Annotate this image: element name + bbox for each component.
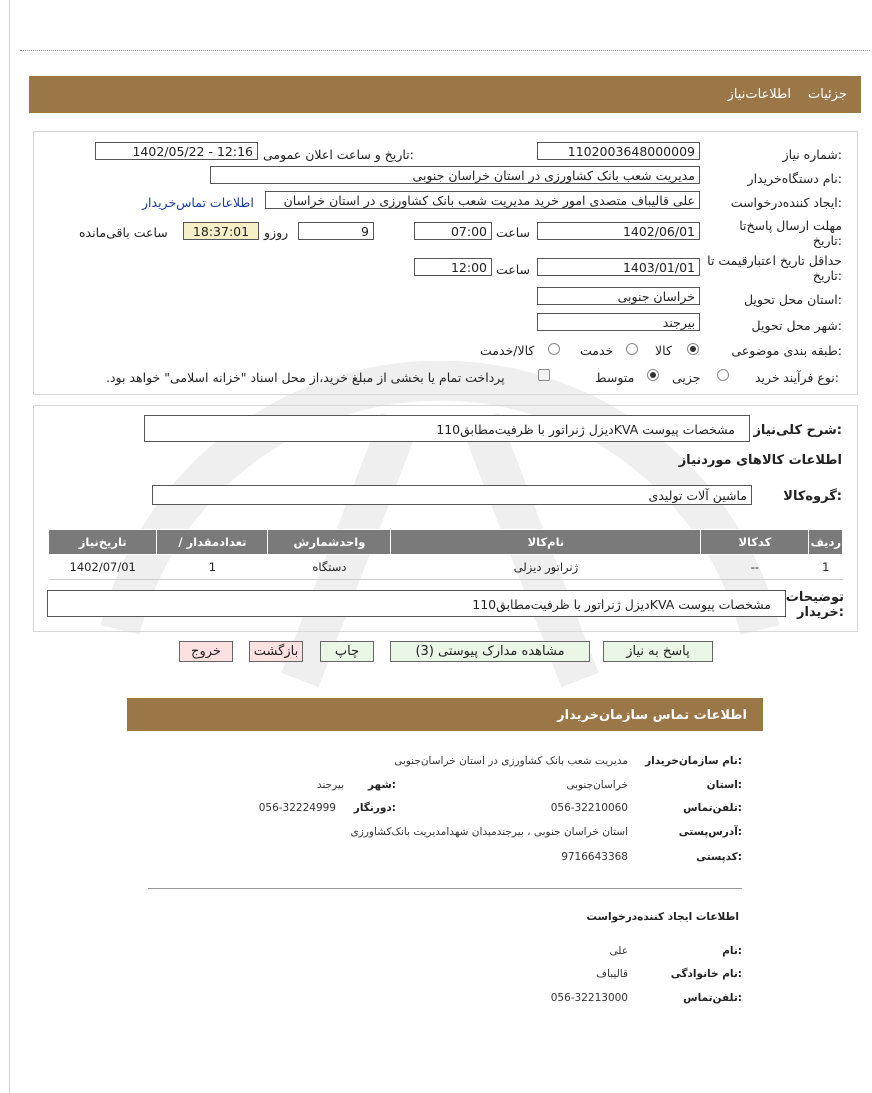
city-label: شهر محل تحویل: (751, 318, 842, 333)
required-goods-title: اطلاعات کالاهای موردنیاز (678, 453, 842, 468)
days-label: روز‌و (264, 225, 289, 240)
process-partial-radio[interactable] (717, 369, 729, 381)
province-label: استان محل تحویل: (743, 292, 842, 307)
category-service-radio[interactable] (626, 343, 638, 355)
contact-city-value: بیرجند (316, 779, 344, 791)
col-qty-header: تعدادمقدار / (157, 530, 268, 555)
cell-name: ژنراتور دیزلی (391, 555, 701, 580)
creator-family-value: قالیباف (596, 968, 628, 980)
contact-fax-label: دورنگار: (353, 802, 396, 814)
view-attachments-button[interactable]: مشاهده مدارک پیوستی (3) (390, 641, 590, 662)
contact-address-label: آدرس‌پستی: (678, 826, 742, 838)
col-row-header: ردیف (809, 530, 843, 555)
contact-fax-value: 056-32224999 (258, 802, 336, 814)
validity-time-field: 12:00 (414, 258, 492, 276)
province-field: خراسان جنوبی (537, 287, 700, 305)
category-service-label: خدمت (580, 343, 614, 358)
col-unit-header: واحدشمارش (268, 530, 391, 555)
cell-unit: دستگاه (268, 555, 391, 580)
need-number-label: شماره نیاز: (782, 147, 842, 162)
creator-family-label: نام خانوادگی: (670, 968, 742, 980)
contact-phone-value: 056-32210060 (550, 802, 628, 814)
contact-header-title: اطلاعات تماس سازمان‌خریدار (557, 708, 747, 723)
creator-field: علی قالیباف متصدی امور خرید مدیریت شعب بانک کشاورزی در استان خراسان (265, 191, 700, 209)
treasury-payment-checkbox[interactable] (538, 369, 550, 381)
table-row (49, 555, 843, 580)
creator-info-title: اطلاعات ایجاد کننده‌درخواست (586, 911, 739, 923)
cell-qty: 1 (157, 555, 268, 580)
process-partial-label: جزیی (672, 370, 701, 385)
category-goods-radio[interactable] (687, 343, 699, 355)
process-buy-label: خرید (755, 370, 780, 385)
goods-group-label: گروه‌کالا: (783, 489, 842, 504)
creator-label: ایجاد کننده‌درخواست: (730, 195, 842, 210)
days-field: 9 (298, 222, 374, 240)
back-button[interactable]: بازگشت (249, 641, 303, 662)
process-medium-radio[interactable] (647, 369, 659, 381)
contact-phone-label: تلفن‌تماس: (683, 802, 742, 814)
org-name-value: مدیریت شعب بانک کشاورزی در استان خراسان‌جنوبی (394, 755, 628, 767)
cell-date: 1402/07/01 (49, 555, 157, 580)
need-summary-label: شرح کلی‌نیاز: (753, 423, 842, 438)
org-name-label: نام سازمان‌خریدار: (645, 755, 742, 767)
remaining-time-field: 18:37:01 (183, 222, 259, 240)
validity-time-label: ساعت (496, 262, 531, 277)
validity-date-field: 1403/01/01 (537, 258, 700, 276)
cell-row: 1 (809, 555, 843, 580)
contact-province-label: استان: (706, 779, 742, 791)
deadline-label: مهلت ارسال پاسخ‌تا تاریخ: (739, 218, 842, 248)
buyer-org-label: نام دستگاه‌خریدار: (747, 171, 842, 186)
deadline-time-label: ساعت (496, 225, 531, 240)
goods-group-field: ماشین آلات تولیدی (152, 485, 752, 505)
tab-need-info[interactable]: اطلاعات‌نیاز (727, 87, 791, 102)
deadline-date-field: 1402/06/01 (537, 222, 700, 240)
need-summary-field: دیزل ژنراتور با ظرفیت‌مطابق110KVA مشخصات پیوست (144, 415, 750, 442)
creator-name-value: علی (609, 945, 628, 957)
category-goods-label: کالا (655, 343, 672, 358)
reply-button[interactable]: پاسخ به نیاز (603, 641, 713, 662)
treasury-payment-note: پرداخت تمام یا بخشی از مبلغ خرید،از محل اسناد "خزانه اسلامی" خواهد بود. (106, 370, 505, 385)
contact-city-label: شهر: (368, 779, 396, 791)
contact-postal-label: کدپستی: (696, 851, 742, 863)
contact-province-value: خراسان‌جنوبی (566, 779, 628, 791)
contact-header-bar (127, 698, 763, 731)
process-medium-label: متوسط (595, 370, 635, 385)
tab-bar (29, 76, 861, 113)
creator-name-label: نام: (722, 945, 742, 957)
category-both-label: کالا/خدمت (480, 343, 535, 358)
left-border (9, 0, 10, 1093)
category-label: طبقه بندی موضوعی: (731, 343, 842, 358)
remaining-label: ساعت باقی‌مانده (79, 225, 168, 240)
validity-label: حداقل تاریخ اعتبار‌قیمت تا تاریخ: (707, 253, 842, 283)
deadline-time-field: 07:00 (414, 222, 492, 240)
top-dotted-divider (20, 50, 870, 51)
exit-button[interactable]: خروج (179, 641, 233, 662)
category-both-radio[interactable] (548, 343, 560, 355)
print-button[interactable]: چاپ (320, 641, 374, 662)
col-date-header: تاریخ‌نیاز (49, 530, 157, 555)
goods-table (48, 529, 843, 580)
process-label: نوع فرآیند: (783, 370, 839, 385)
buyer-contact-link[interactable]: اطلاعات تماس‌خریدار (142, 195, 254, 210)
creator-phone-label: تلفن‌تماس: (683, 992, 742, 1004)
buyer-org-field: مدیریت شعب بانک کشاورزی در استان خراسان جنوبی (210, 166, 700, 184)
tab-details[interactable]: جزئیات (808, 87, 847, 102)
city-field: بیرجند (537, 313, 700, 331)
need-number-field: 1102003648000009 (537, 142, 700, 160)
announce-field: 1402/05/22 - 12:16 (95, 142, 258, 160)
buyer-desc-label: توضیحات خریدار: (785, 590, 844, 620)
cell-code: -- (701, 555, 809, 580)
announce-label: تاریخ و ساعت اعلان عمومی: (263, 147, 414, 162)
contact-address-value: استان خراسان جنوبی ، بیرجندمیدان شهدامدیریت بانک‌کشاورزی (350, 826, 628, 838)
buyer-desc-field: دیزل ژنراتور با ظرفیت‌مطابق110KVA مشخصات پیوست (47, 590, 786, 617)
col-name-header: نام‌کالا (391, 530, 701, 555)
contact-postal-value: 9716643368 (561, 851, 628, 863)
creator-phone-value: 056-32213000 (550, 992, 628, 1004)
col-code-header: کدکالا (701, 530, 809, 555)
contact-divider (148, 888, 742, 889)
